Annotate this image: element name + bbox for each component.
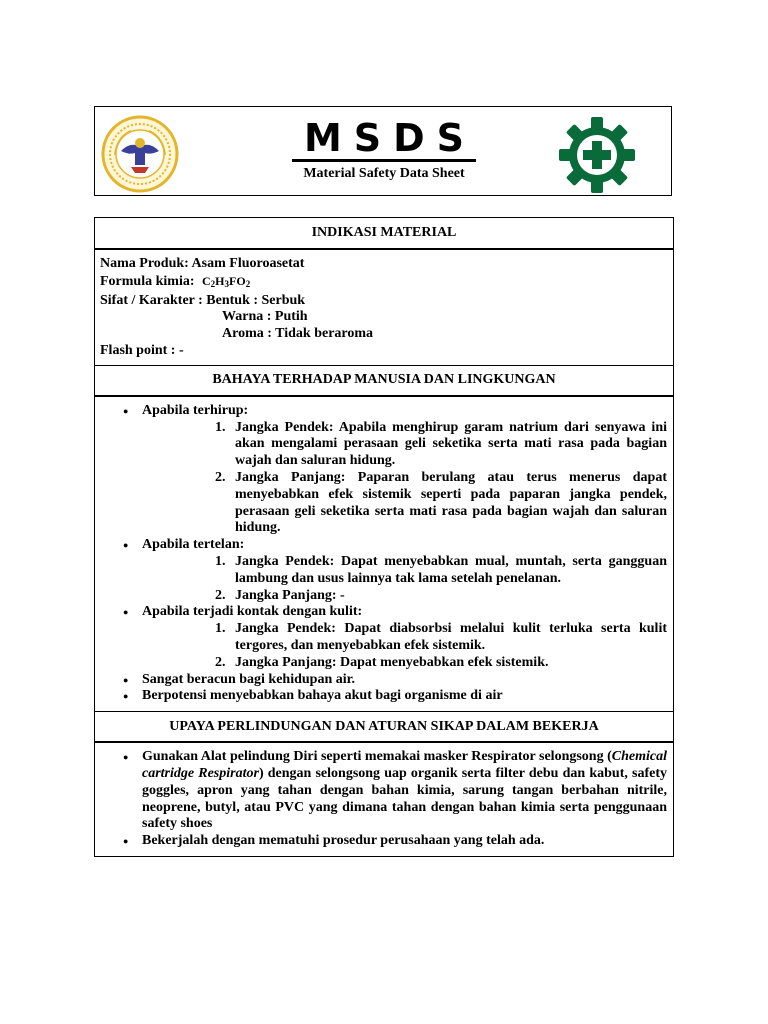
flash-point-value: Flash point : - — [100, 342, 184, 358]
document-header — [94, 106, 672, 196]
list-item: ● Apabila tertelan: 1. Jangka Pendek: Dapat menyebabkan mual, muntah, serta gangguan lambung dan usus lainnya tak lama setelah penelanan. 2. Jangka Panjang: - — [95, 537, 673, 604]
msds-table — [94, 217, 674, 857]
title-block — [245, 117, 523, 182]
list-item: 1. Jangka Pendek: Dapat diabsorbsi melalui kulit terluka serta kulit tergores, dan menyebabkan efek sistemik. — [215, 621, 667, 653]
list-item: ● Apabila terhirup: 1. Jangka Pendek: Apabila menghirup garam natrium dari senyawa ini akan mengalami perasaan geli seketika serta mati rasa pada bagian wajah dan saluran hidung. 2. Jangka Panjang: Paparan berulang atau terus menerus dapat menyebabkan efek sistemik seperti pada paparan jangka pendek, perasaan geli seketika serta mati rasa pada bagian wajah dan saluran hidung. — [95, 403, 673, 537]
color-value: Warna : Putih — [222, 309, 308, 325]
list-item: 2. Jangka Panjang: Dapat menyebabkan efek sistemik. — [215, 654, 549, 670]
chemical-formula: $C_2H_3FO_2$ — [202, 273, 251, 289]
formula-line: Formula kimia: $C_2H_3FO_2$ — [100, 273, 251, 289]
aroma-value: Aroma : Tidak beraroma — [222, 326, 374, 342]
hazards-heading: BAHAYA TERHADAP MANUSIA DAN LINGKUNGAN — [95, 366, 673, 397]
material-heading: INDIKASI MATERIAL — [95, 218, 673, 250]
protection-section — [95, 743, 673, 856]
property-line: Sifat / Karakter : Bentuk : Serbuk — [100, 292, 306, 308]
list-item: ● Sangat beracun bagi kehidupan air. — [95, 672, 673, 689]
list-item: ● Berpotensi menyebabkan bahaya akut bagi organisme di air — [95, 688, 673, 705]
form-value: Bentuk : Serbuk — [206, 292, 306, 308]
list-item: 2. Jangka Panjang: Paparan berulang atau terus menerus dapat menyebabkan efek sistemik seperti pada paparan jangka pendek, perasaan geli seketika serta mati rasa pada bagian wajah dan saluran hidung. — [215, 469, 667, 536]
product-name-line: Nama Produk: Asam Fluoroasetat — [100, 256, 305, 271]
list-item: ● Bekerjalah dengan mematuhi prosedur perusahaan yang telah ada. — [95, 833, 673, 850]
hazards-section — [95, 397, 673, 712]
list-item: 1. Jangka Pendek: Apabila menghirup garam natrium dari senyawa ini akan mengalami perasaan geli seketika serta mati rasa pada bagian wajah dan saluran hidung. — [215, 419, 667, 469]
list-item: 1. Jangka Pendek: Dapat menyebabkan mual, muntah, serta gangguan lambung dan usus lainnya tak lama setelah penelanan. — [215, 553, 667, 586]
k3-safety-gear-cross-icon — [557, 115, 637, 195]
document-title: MSDS — [292, 117, 476, 162]
protection-heading: UPAYA PERLINDUNGAN DAN ATURAN SIKAP DALAM BEKERJA — [95, 712, 673, 743]
university-emblem-icon — [101, 115, 179, 193]
document-subtitle: Material Safety Data Sheet — [303, 166, 465, 181]
list-item: ● Apabila terjadi kontak dengan kulit: 1. Jangka Pendek: Dapat diabsorbsi melalui kulit terluka serta kulit tergores, dan menyebabkan efek sistemik. 2. Jangka Panjang: Dapat menyebabkan efek sistemik. — [95, 604, 673, 671]
product-name-value: Asam Fluoroasetat — [191, 256, 305, 271]
material-section — [95, 250, 673, 366]
list-item: ● Gunakan Alat pelindung Diri seperti memakai masker Respirator selongsong (Chemical cartridge Respirator) dengan selongsong uap organik serta filter debu dan kabut, safety goggles, apron yang tahan dengan bahan kimia, sarung tangan berbahan nitrile, neoprene, butyl, atau PVC yang dimana tahan dengan bahan kimia serta penggunaan safety shoes — [95, 749, 673, 833]
list-item: 2. Jangka Panjang: - — [215, 587, 345, 603]
